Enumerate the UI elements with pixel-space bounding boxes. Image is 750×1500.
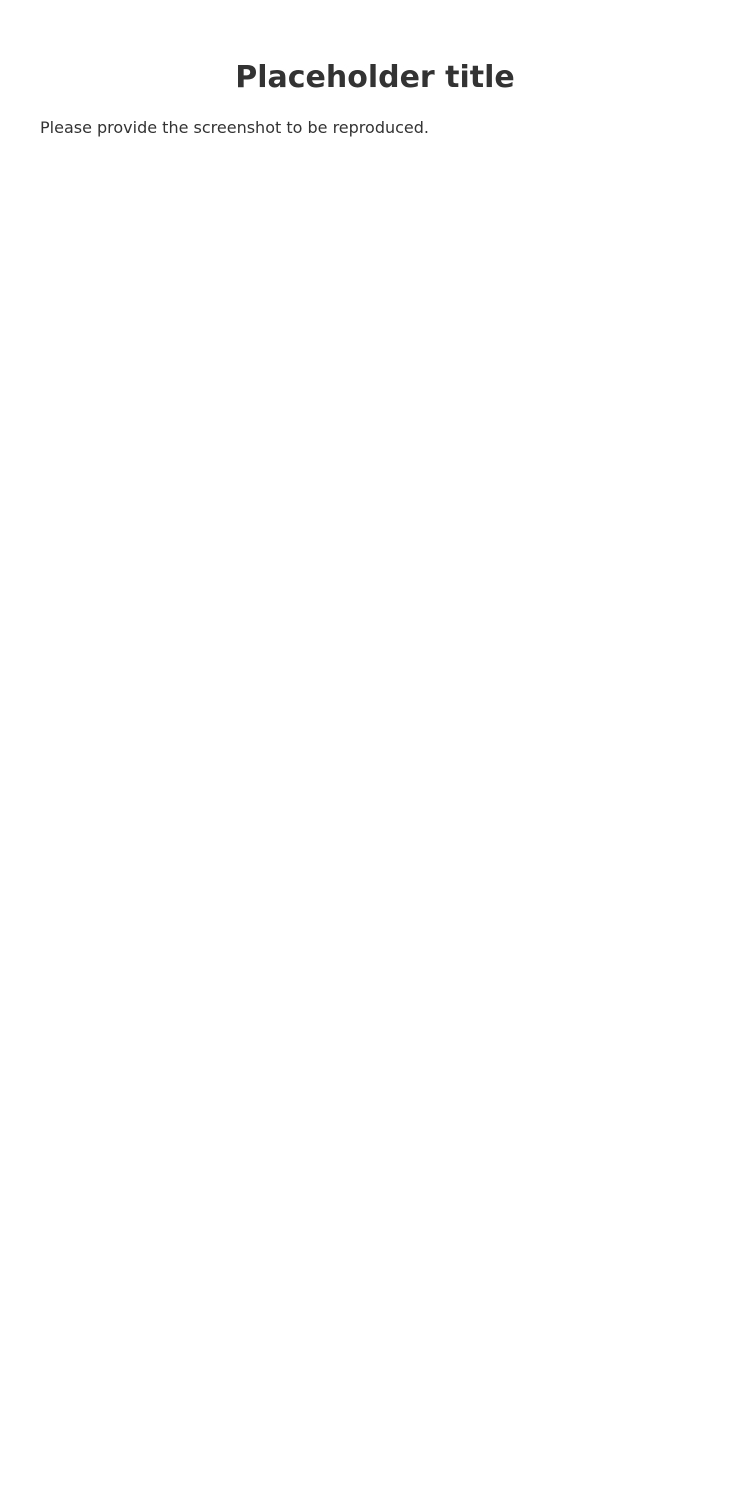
- page-title: Placeholder title: [235, 60, 515, 95]
- notice-text: Please provide the screenshot to be reproduced.: [40, 118, 429, 137]
